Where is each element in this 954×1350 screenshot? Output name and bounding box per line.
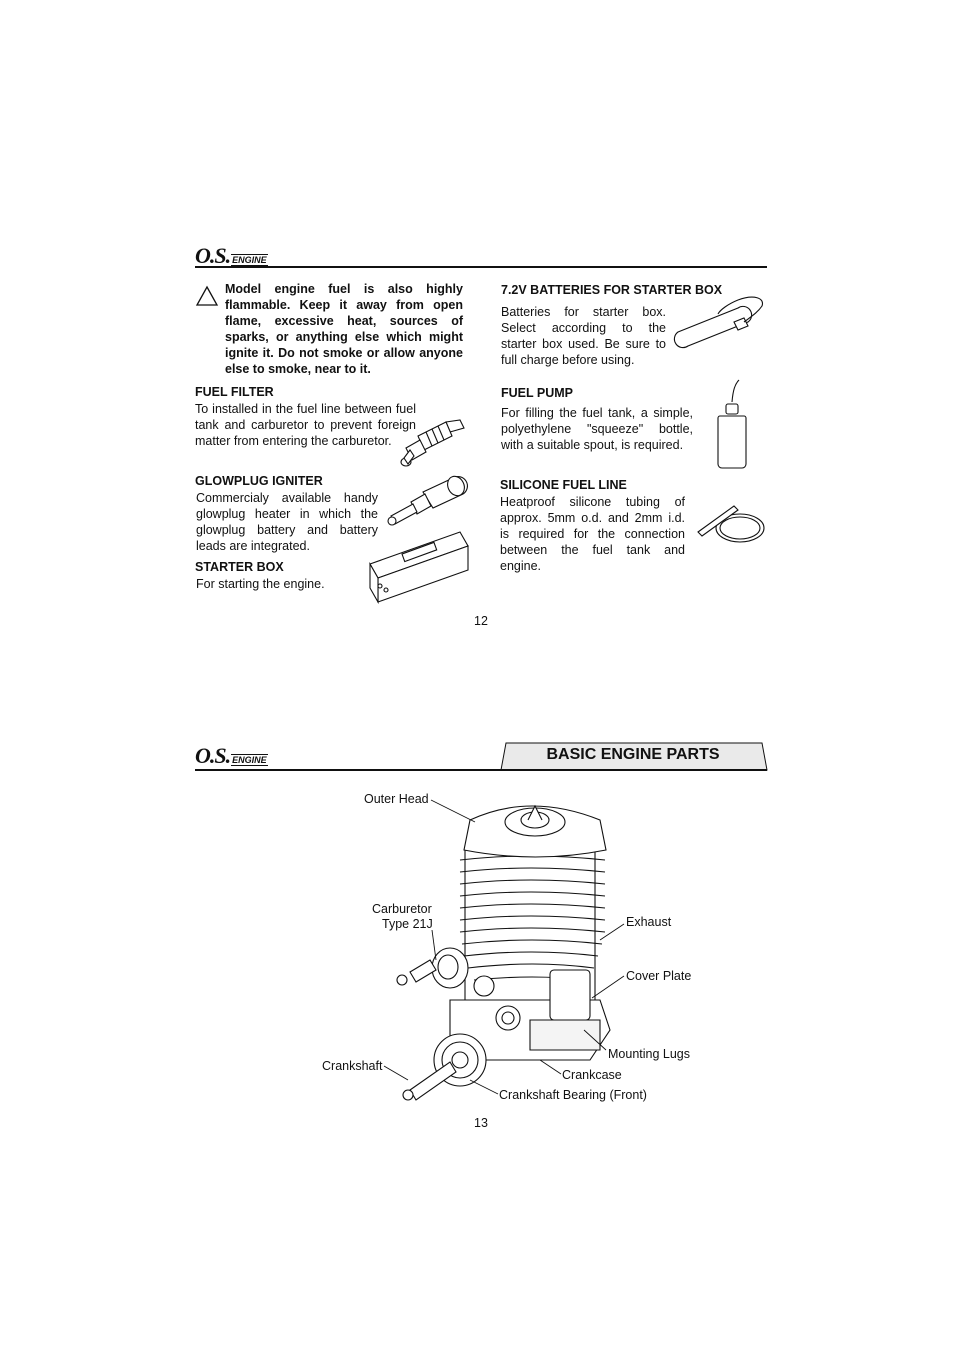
label-crankshaft-bearing: Crankshaft Bearing (Front) [499, 1088, 647, 1102]
label-crankshaft: Crankshaft [322, 1059, 383, 1073]
starter-box-title: STARTER BOX [195, 560, 284, 574]
label-cover-plate: Cover Plate [626, 969, 692, 983]
fuel-warning-text: Model engine fuel is also highly flammable. Keep it away from open flame, excessive heat, sources of sparks, or anything else which might ignite it. Do not smoke or allow anyone else to smoke, near to it. [225, 282, 463, 376]
page-number-12: 12 [474, 614, 488, 628]
batteries-title: 7.2V BATTERIES FOR STARTER BOX [501, 283, 723, 297]
label-mounting-lugs: Mounting Lugs [608, 1047, 691, 1061]
label-crankcase: Crankcase [562, 1068, 622, 1082]
logo-sub: ENGINE [232, 255, 267, 265]
batteries-text: Batteries for starter box. Select according to the starter box used. Be sure to full charge before using. [501, 305, 666, 367]
silicone-line-text: Heatproof silicone tubing of approx. 5mm o.d. and 2mm i.d. is required for the connection between the fuel tank and engine. [500, 495, 685, 573]
section-title: BASIC ENGINE PARTS [546, 746, 720, 763]
fuel-pump-text: For filling the fuel tank, a simple, polyethylene "squeeze" bottle, with a suitable spout, is required. [501, 406, 693, 452]
silicone-line-title: SILICONE FUEL LINE [500, 478, 627, 492]
label-carburetor-type: Type 21J [382, 917, 433, 931]
glowplug-igniter-title: GLOWPLUG IGNITER [195, 474, 323, 488]
fuel-pump-title: FUEL PUMP [501, 386, 573, 400]
starter-box-text: For starting the engine. [196, 577, 325, 591]
fuel-filter-title: FUEL FILTER [195, 385, 274, 399]
label-carburetor: Carburetor [372, 902, 432, 916]
logo-brand: O.S. [195, 243, 231, 268]
logo-sub: ENGINE [232, 755, 267, 765]
label-outer-head: Outer Head [364, 792, 429, 806]
logo-brand: O.S. [195, 743, 231, 768]
fuel-filter-text: To installed in the fuel line between fuel tank and carburetor to prevent foreign matter from entering the carburetor. [195, 402, 416, 448]
glowplug-igniter-text: Commercialy available handy glowplug heater in which the glowplug battery and battery leads are integrated. [196, 491, 378, 553]
label-exhaust: Exhaust [626, 915, 672, 929]
page-number-13: 13 [474, 1116, 488, 1130]
